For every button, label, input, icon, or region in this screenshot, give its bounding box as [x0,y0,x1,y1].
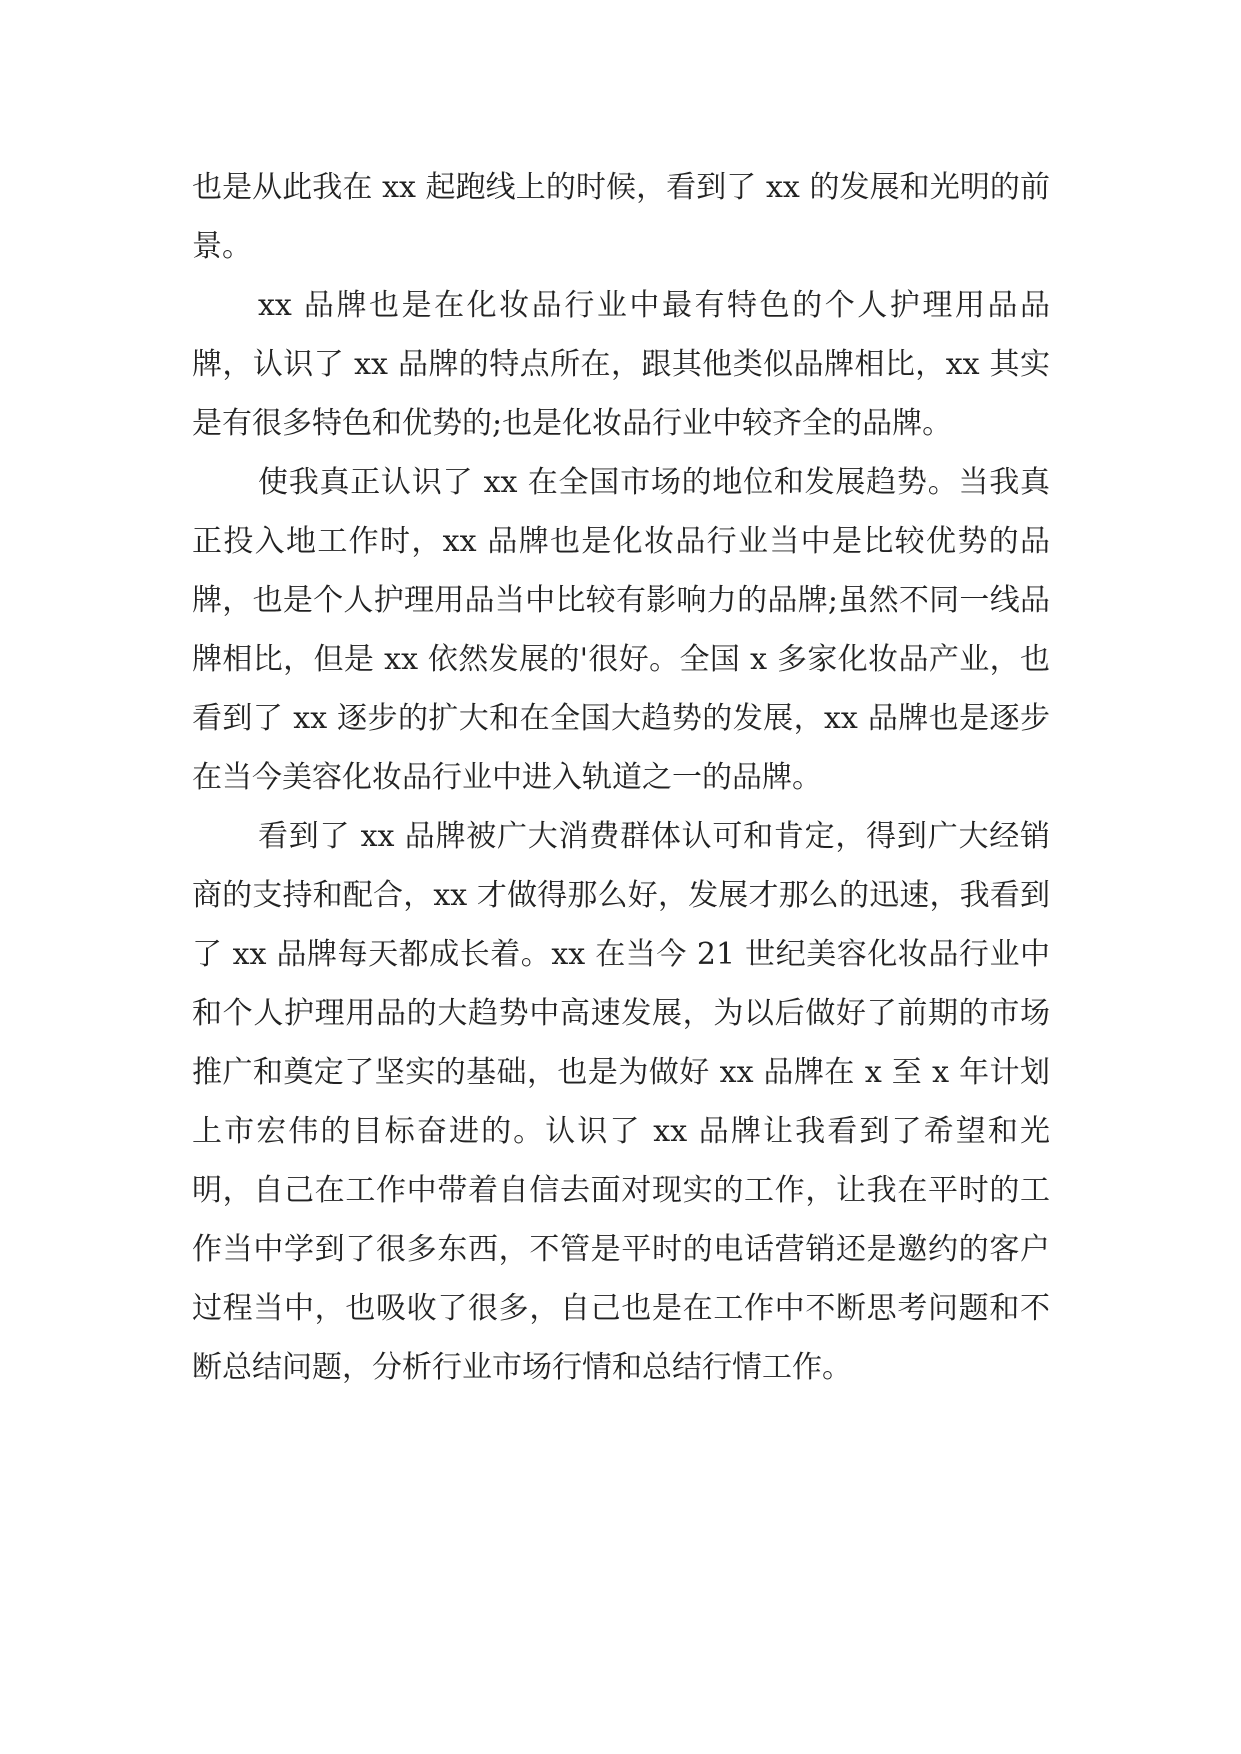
paragraph-1: 也是从此我在 xx 起跑线上的时候，看到了 xx 的发展和光明的前景。 [192,170,1050,264]
document-body [192,158,1050,1397]
paragraph-3: 使我真正认识了 xx 在全国市场的地位和发展趋势。当我真正投入地工作时，xx 品牌也是化妆品行业当中是比较优势的品牌，也是个人护理用品当中比较有影响力的品牌;虽然不同一线品牌相比，但是 xx 依然发展的'很好。全国 x 多家化妆品产业，也看到了 xx 逐步的扩大和在全国大趋势的发展，xx 品牌也是逐步在当今美容化妆品行业中进入轨道之一的品牌。 [192,465,1050,795]
paragraph-2: xx 品牌也是在化妆品行业中最有特色的个人护理用品品牌，认识了 xx 品牌的特点所在，跟其他类似品牌相比，xx 其实是有很多特色和优势的;也是化妆品行业中较齐全的品牌。 [192,288,1050,441]
paragraph-4: 看到了 xx 品牌被广大消费群体认可和肯定，得到广大经销商的支持和配合，xx 才做得那么好，发展才那么的迅速，我看到了 xx 品牌每天都成长着。xx 在当今 21 世纪美容化妆品行业中和个人护理用品的大趋势中高速发展，为以后做好了前期的市场推广和奠定了坚实的基础，也是为做好 xx 品牌在 x 至 x 年计划上市宏伟的目标奋进的。认识了 xx 品牌让我看到了希望和光明，自己在工作中带着自信去面对现实的工作，让我在平时的工作当中学到了很多东西，不管是平时的电话营销还是邀约的客户过程当中，也吸收了很多，自己也是在工作中不断思考问题和不断总结问题，分析行业市场行情和总结行情工作。 [192,819,1050,1385]
